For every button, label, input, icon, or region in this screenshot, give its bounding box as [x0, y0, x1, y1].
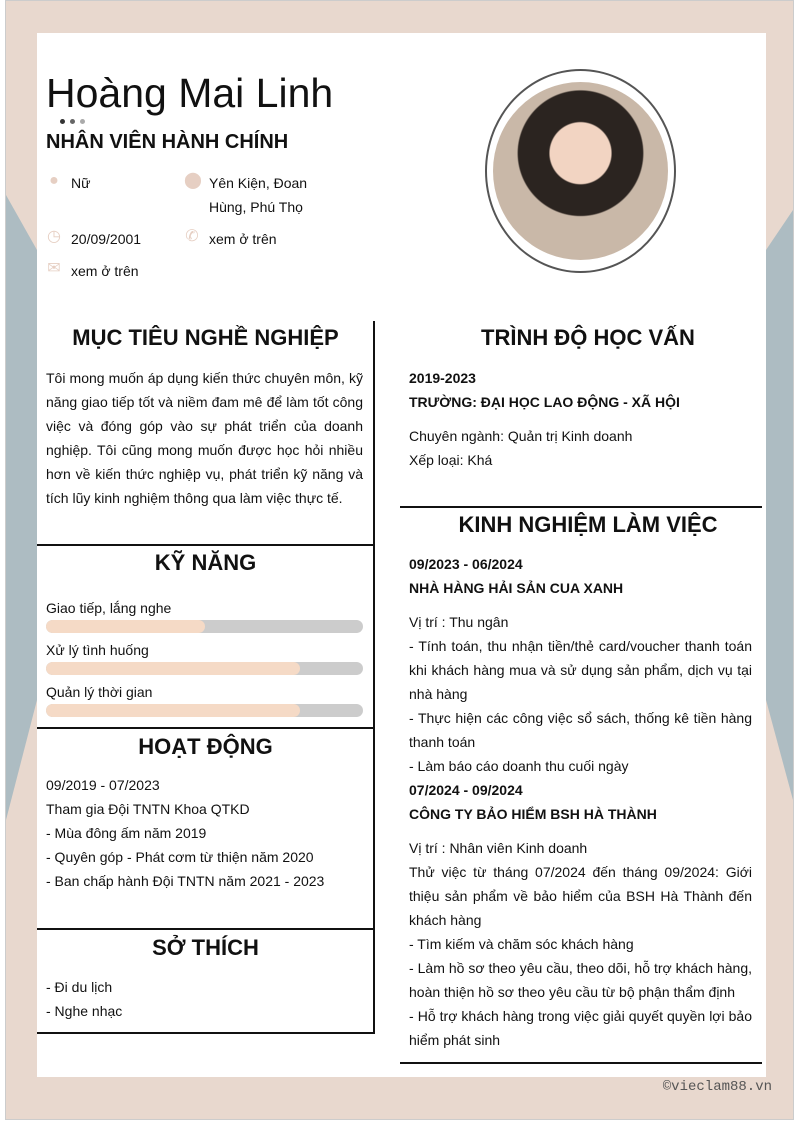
education-grade: Xếp loại: Khá	[409, 452, 493, 468]
watermark: ©vieclam88.vn	[662, 1079, 772, 1095]
hobby-line: - Đi du lịch	[46, 979, 113, 995]
job-period: 07/2024 - 09/2024	[409, 782, 523, 798]
skill-bar	[46, 620, 363, 633]
location-icon: ⬤	[184, 172, 202, 189]
phone-icon: ✆	[185, 228, 199, 245]
job-title: NHÂN VIÊN HÀNH CHÍNH	[46, 131, 289, 153]
email-info	[46, 259, 139, 283]
gender-info	[46, 171, 90, 195]
skill-bar-fill	[46, 662, 300, 675]
job-duty: - Hỗ trợ khách hàng trong việc giải quyết quyền lợi bảo hiểm phát sinh	[409, 1008, 752, 1048]
education-school: TRƯỜNG: ĐẠI HỌC LAO ĐỘNG - XÃ HỘI	[409, 394, 680, 410]
skill-bar-fill	[46, 704, 300, 717]
job-duty: - Làm hồ sơ theo yêu cầu, theo dõi, hỗ trợ khách hàng, hoàn thiện hồ sơ theo yêu cầu từ bộ phận thẩm định	[409, 960, 752, 1000]
education-block	[409, 366, 752, 472]
activity-line: - Mùa đông ấm năm 2019	[46, 825, 207, 841]
skill-label: Giao tiếp, lắng nghe	[46, 600, 172, 616]
objective-heading: MỤC TIÊU NGHỀ NGHIỆP	[72, 325, 339, 350]
profile-photo	[485, 69, 676, 273]
skill-bar-fill	[46, 620, 205, 633]
address-value: Yên Kiện, Đoan Hùng, Phú Thọ	[209, 175, 308, 215]
divider	[400, 1062, 762, 1064]
education-major: Chuyên ngành: Quản trị Kinh doanh	[409, 428, 633, 444]
skills-heading: KỸ NĂNG	[154, 550, 257, 575]
activities-list	[46, 773, 366, 893]
skill-bar	[46, 662, 363, 675]
divider	[37, 544, 374, 546]
hobbies-list	[46, 975, 122, 1023]
job-period: 09/2023 - 06/2024	[409, 556, 523, 572]
job-position: Vị trí : Nhân viên Kinh doanh	[409, 840, 588, 856]
job-duty: - Tìm kiếm và chăm sóc khách hàng	[409, 936, 634, 952]
job-company: CÔNG TY BẢO HIỂM BSH HÀ THÀNH	[409, 806, 657, 822]
email-value: xem ở trên	[71, 263, 139, 279]
activity-line: - Ban chấp hành Đội TNTN năm 2021 - 2023	[46, 873, 325, 889]
divider	[37, 1032, 375, 1034]
experience-list	[409, 552, 752, 1052]
skill-bar	[46, 704, 363, 717]
email-icon: ✉	[47, 260, 61, 277]
skill-label: Quản lý thời gian	[46, 684, 153, 700]
job-company: NHÀ HÀNG HẢI SẢN CUA XANH	[409, 580, 624, 596]
birthdate-info	[46, 227, 141, 251]
activities-heading: HOẠT ĐỘNG	[138, 734, 273, 759]
activity-line: Tham gia Đội TNTN Khoa QTKD	[46, 801, 250, 817]
divider	[37, 727, 374, 729]
user-icon: ●	[49, 172, 59, 189]
experience-heading: KINH NGHIỆM LÀM VIỆC	[458, 512, 718, 537]
skill-label: Xử lý tình huống	[46, 642, 149, 658]
decorative-dots	[60, 119, 85, 124]
phone-info	[184, 227, 277, 251]
gender-value: Nữ	[71, 175, 91, 191]
objective-text: Tôi mong muốn áp dụng kiến thức chuyên môn, kỹ năng giao tiếp tốt và niềm đam mê để làm tốt công việc và đóng góp vào sự phát triển của doanh nghiệp. Tôi cũng mong muốn được học hỏi nhiều hơn về kiến thức nghiệp vụ, phát triển kỹ năng và tích lũy kinh nghiệm thông qua làm việc thực tế.	[46, 370, 363, 506]
hobbies-heading: SỞ THÍCH	[152, 935, 259, 960]
job-duty: - Làm báo cáo doanh thu cuối ngày	[409, 758, 629, 774]
activity-line: - Quyên góp - Phát cơm từ thiện năm 2020	[46, 849, 314, 865]
candidate-name: Hoàng Mai Linh	[46, 70, 334, 116]
divider	[37, 928, 374, 930]
activity-line: 09/2019 - 07/2023	[46, 777, 160, 793]
phone-value: xem ở trên	[209, 231, 277, 247]
education-heading: TRÌNH ĐỘ HỌC VẤN	[481, 325, 695, 350]
address-info	[184, 171, 324, 219]
birthdate-value: 20/09/2001	[71, 231, 142, 247]
education-period: 2019-2023	[409, 370, 476, 386]
clock-icon: ◷	[47, 228, 61, 245]
job-duty: - Thực hiện các công việc sổ sách, thống kê tiền hàng thanh toán	[409, 710, 752, 750]
job-duty: Thử việc từ tháng 07/2024 đến tháng 09/2024: Giới thiệu sản phẩm về bảo hiểm của BSH Hà Thành đến khách hàng	[409, 864, 752, 928]
hobby-line: - Nghe nhạc	[46, 1003, 123, 1019]
job-position: Vị trí : Thu ngân	[409, 614, 509, 630]
divider	[400, 506, 762, 508]
job-duty: - Tính toán, thu nhận tiền/thẻ card/voucher thanh toán khi khách hàng mua và sử dụng sản phẩm, dịch vụ tại nhà hàng	[409, 638, 752, 702]
